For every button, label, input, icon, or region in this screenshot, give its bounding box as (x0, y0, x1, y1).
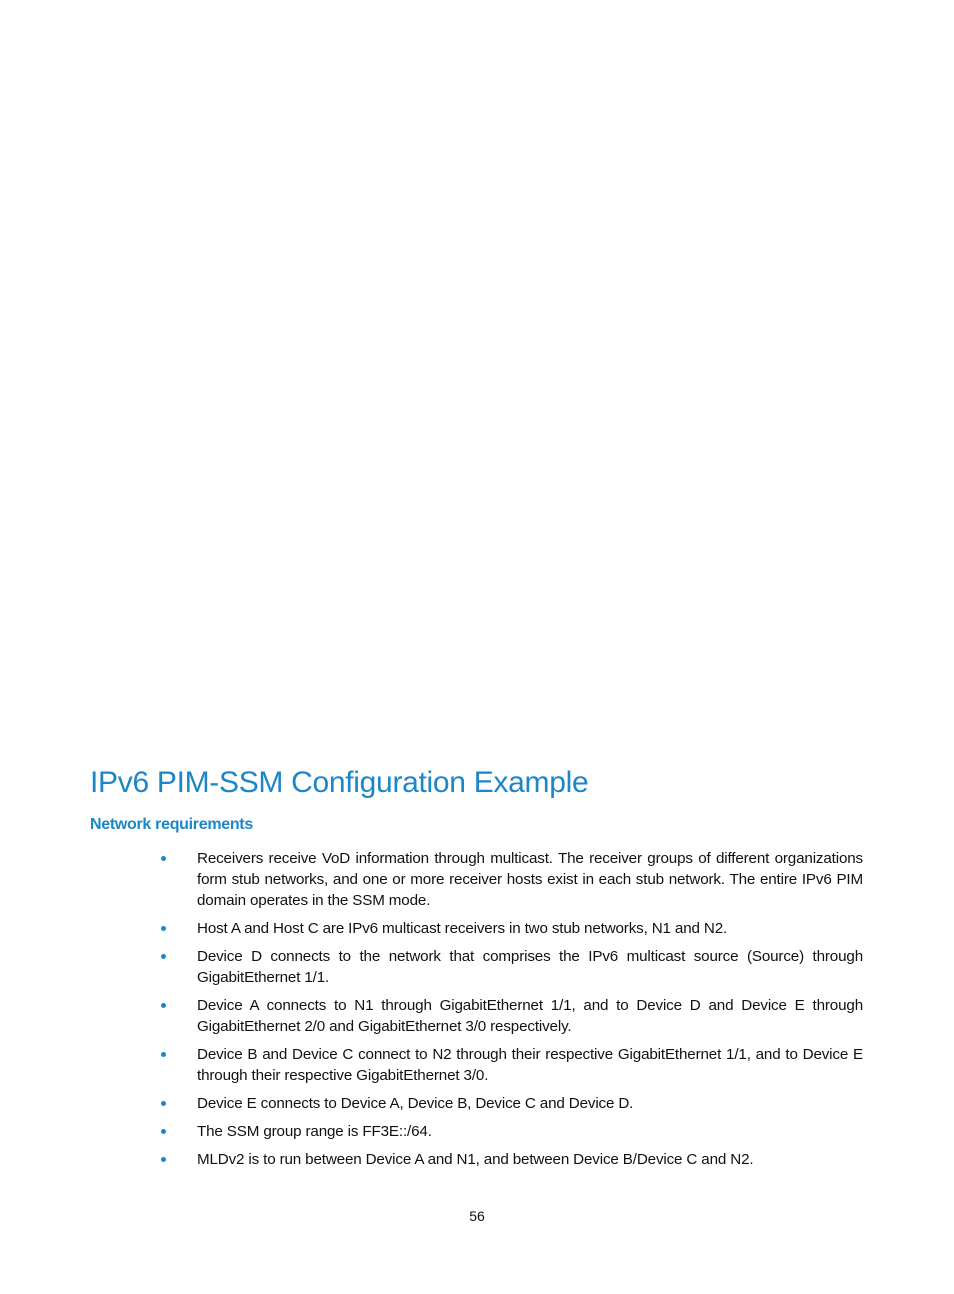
subsection-title: Network requirements (90, 816, 253, 833)
bullet-icon (161, 954, 166, 959)
list-item-text: Host A and Host C are IPv6 multicast receivers in two stub networks, N1 and N2. (197, 920, 728, 937)
bullet-icon (161, 926, 166, 931)
bullet-icon (161, 1003, 166, 1008)
list-item-text: Device D connects to the network that comprises the IPv6 multicast source (Source) through GigabitEthernet 1/1. (197, 948, 863, 986)
list-item-text: Device B and Device C connect to N2 through their respective GigabitEthernet 1/1, and to Device E through their respective GigabitEthernet 3/0. (197, 1046, 863, 1084)
list-item (161, 1093, 863, 1114)
list-item (161, 1149, 863, 1170)
list-item-text: Receivers receive VoD information through multicast. The receiver groups of different organizations form stub networks, and one or more receiver hosts exist in each stub network. The entire IPv6 PIM domain operates in the SSM mode. (197, 850, 863, 909)
bullet-icon (161, 1101, 166, 1106)
list-item (161, 1121, 863, 1142)
list-item (161, 918, 863, 939)
list-item-text: Device E connects to Device A, Device B, Device C and Device D. (197, 1095, 634, 1112)
bullet-icon (161, 1052, 166, 1057)
bullet-icon (161, 1157, 166, 1162)
list-item (161, 946, 863, 988)
list-item-text: MLDv2 is to run between Device A and N1, and between Device B/Device C and N2. (197, 1151, 754, 1168)
list-item (161, 1044, 863, 1086)
section-title: IPv6 PIM-SSM Configuration Example (90, 766, 589, 799)
list-item-text: Device A connects to N1 through GigabitEthernet 1/1, and to Device D and Device E through GigabitEthernet 2/0 and GigabitEthernet 3/0 respectively. (197, 997, 863, 1035)
list-item-text: The SSM group range is FF3E::/64. (197, 1123, 432, 1140)
bullet-icon (161, 1129, 166, 1134)
list-item (161, 995, 863, 1037)
page-number: 56 (469, 1208, 485, 1224)
network-requirements-list (161, 848, 863, 1177)
bullet-icon (161, 856, 166, 861)
list-item (161, 848, 863, 911)
